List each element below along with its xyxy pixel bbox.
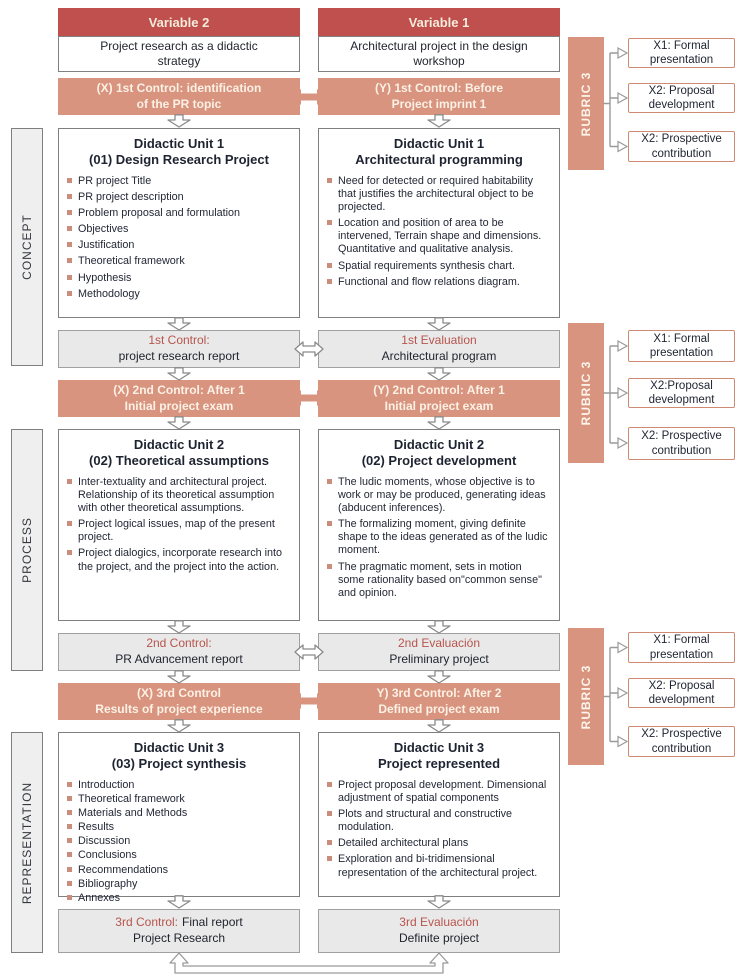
double-arrow-icon <box>294 339 324 359</box>
phase-process <box>11 429 43 671</box>
down-arrow-icon <box>167 317 191 331</box>
list-item: Conclusions <box>67 849 291 862</box>
list-item: Problem proposal and formulation <box>67 207 291 220</box>
list-item: The formalizing moment, giving definite shape to the ideas generated as of the ludic moment. <box>327 518 551 558</box>
list-item: Plots and structural and constructive modulation. <box>327 808 551 834</box>
list-item: The pragmatic moment, sets in motion some rationality based on"common sense" and opinion. <box>327 561 551 601</box>
variable-2-title: Variable 2 <box>148 14 210 30</box>
rubric-3-box <box>568 37 604 170</box>
rubric-item-x1-formal: X1: Formal presentation <box>628 38 735 68</box>
list-item: Hypothesis <box>67 272 291 285</box>
checkpoint-3rd-control: 3rd Control: Final report Project Research <box>58 909 300 953</box>
checkpoint-1st-control: 1st Control: project research report <box>58 330 300 368</box>
checkpoint-3rd-evaluacion: 3rd Evaluación Definite project <box>318 909 560 953</box>
bullet-icon <box>67 258 72 263</box>
rubric-3-box <box>568 323 604 463</box>
bullet-icon <box>67 550 72 555</box>
list-item: Detailed architectural plans <box>327 837 551 850</box>
list-item: Discussion <box>67 835 291 848</box>
bullet-icon <box>327 564 332 569</box>
bullet-icon <box>67 275 72 280</box>
list-item: The ludic moments, whose objective is to work or may be produced, generating ideas (abducent inferences). <box>327 476 551 516</box>
list-item: Theoretical framework <box>67 793 291 806</box>
double-arrow-icon <box>294 642 324 662</box>
variable-1-description: Architectural project in the design workshop <box>318 36 560 72</box>
bullet-icon <box>327 521 332 526</box>
down-arrow-icon <box>167 114 191 128</box>
didactic-unit-1-left <box>58 128 300 318</box>
down-arrow-icon <box>427 367 451 381</box>
list-item: Need for detected or required habitability that justifies the architectural object to be projected. <box>327 175 551 215</box>
didactic-unit-1-right <box>318 128 560 318</box>
bullet-icon <box>67 810 72 815</box>
bullet-icon <box>67 867 72 872</box>
checkpoint-1st-evaluation: 1st Evaluation Architectural program <box>318 330 560 368</box>
control-bar-x-2nd: (X) 2nd Control: After 1 Initial project exam <box>58 380 300 417</box>
down-arrow-icon <box>167 367 191 381</box>
double-arrow-icon <box>291 388 327 408</box>
list-item: Bibliography <box>67 878 291 891</box>
list-item: Project logical issues, map of the present project. <box>67 518 291 544</box>
didactic-unit-2-right-title: Didactic Unit 2 (02) Project development <box>361 437 517 469</box>
rubric-3-label: RUBRIC 3 <box>579 664 593 729</box>
rubric-item-x2-proposal: X2: Proposal development <box>628 678 735 708</box>
bullet-icon <box>327 856 332 861</box>
rubric-item-x2-proposal: X2:Proposal development <box>628 378 735 408</box>
rubric-item-x2-proposal: X2: Proposal development <box>628 83 735 113</box>
list-item: Introduction <box>67 779 291 792</box>
down-arrow-icon <box>427 114 451 128</box>
bullet-icon <box>67 178 72 183</box>
down-arrow-icon <box>167 670 191 684</box>
down-arrow-icon <box>427 670 451 684</box>
didactic-unit-2-left-title: Didactic Unit 2 (02) Theoretical assumptions <box>89 437 269 469</box>
branch-arrow-icon <box>603 330 629 462</box>
list-item: PR project description <box>67 191 291 204</box>
bullet-icon <box>67 291 72 296</box>
checkpoint-2nd-evaluacion: 2nd Evaluación Preliminary project <box>318 633 560 671</box>
didactic-unit-3-left <box>58 732 300 904</box>
didactic-unit-2-right <box>318 429 560 621</box>
list-item: Spatial requirements synthesis chart. <box>327 260 551 273</box>
bullet-icon <box>67 881 72 886</box>
list-item: Recommendations <box>67 864 291 877</box>
list-item: Exploration and bi-tridimensional representation of the architectural project. <box>327 853 551 879</box>
down-arrow-icon <box>427 895 451 909</box>
rubric-item-x1-formal: X1: Formal presentation <box>628 632 735 663</box>
bullet-icon <box>327 178 332 183</box>
bullet-icon <box>67 226 72 231</box>
down-arrow-icon <box>427 719 451 733</box>
rubric-item-x2-prospective: X2: Prospective contribution <box>628 726 735 757</box>
list-item: Materials and Methods <box>67 807 291 820</box>
rubric-3-box <box>568 628 604 765</box>
rubric-3-label: RUBRIC 3 <box>579 360 593 426</box>
phase-concept <box>11 128 43 366</box>
phase-representation-label: REPRESENTATION <box>20 781 34 904</box>
control-bar-y-1st: (Y) 1st Control: Before Project imprint 1 <box>318 78 560 115</box>
bullet-icon <box>327 782 332 787</box>
bullet-icon <box>327 840 332 845</box>
list-item: Theoretical framework <box>67 255 291 268</box>
list-item: Methodology <box>67 288 291 301</box>
control-bar-y-2nd: (Y) 2nd Control: After 1 Initial project exam <box>318 380 560 417</box>
bullet-icon <box>67 838 72 843</box>
bullet-icon <box>67 852 72 857</box>
branch-arrow-icon <box>603 632 629 760</box>
phase-representation <box>11 732 43 953</box>
branch-arrow-icon <box>603 36 629 172</box>
rubric-item-x2-prospective: X2: Prospective contribution <box>628 131 735 162</box>
didactic-unit-1-right-title: Didactic Unit 1 Architectural programming <box>355 136 523 168</box>
down-arrow-icon <box>167 719 191 733</box>
bullet-icon <box>67 824 72 829</box>
control-bar-x-1st: (X) 1st Control: identification of the PR topic <box>58 78 300 115</box>
list-item: Objectives <box>67 223 291 236</box>
down-arrow-icon <box>167 416 191 430</box>
bullet-icon <box>67 521 72 526</box>
didactic-unit-3-right-title: Didactic Unit 3 Project represented <box>377 740 501 772</box>
bullet-icon <box>67 210 72 215</box>
list-item: Results <box>67 821 291 834</box>
double-arrow-icon <box>291 87 327 107</box>
loop-arrow-icon <box>165 951 457 977</box>
list-item: Project proposal development. Dimensional adjustment of spatial components <box>327 779 551 805</box>
didactic-unit-2-left <box>58 429 300 621</box>
bullet-icon <box>67 479 72 484</box>
didactic-unit-3-right <box>318 732 560 897</box>
list-item: PR project Title <box>67 175 291 188</box>
bullet-icon <box>67 194 72 199</box>
bullet-icon <box>327 811 332 816</box>
bullet-icon <box>67 895 72 900</box>
rubric-item-x2-prospective: X2: Prospective contribution <box>628 427 735 460</box>
down-arrow-icon <box>427 317 451 331</box>
bullet-icon <box>67 796 72 801</box>
rubric-item-x1-formal: X1: Formal presentation <box>628 330 735 362</box>
list-item: Inter-textuality and architectural project. Relationship of its theoretical assumption with other theoretical assumptions. <box>67 476 291 516</box>
checkpoint-2nd-control: 2nd Control: PR Advancement report <box>58 633 300 671</box>
down-arrow-icon <box>167 620 191 634</box>
list-item: Project dialogics, incorporate research into the project, and the project into the action. <box>67 547 291 573</box>
list-item: Annexes <box>67 892 291 905</box>
control-bar-y-3rd: Y) 3rd Control: After 2 Defined project exam <box>318 683 560 720</box>
variable-2-description: Project research as a didactic strategy <box>58 36 300 72</box>
down-arrow-icon <box>427 416 451 430</box>
bullet-icon <box>67 242 72 247</box>
double-arrow-icon <box>291 691 327 711</box>
rubric-3-label: RUBRIC 3 <box>579 71 593 136</box>
bullet-icon <box>67 782 72 787</box>
phase-concept-label: CONCEPT <box>20 214 34 280</box>
down-arrow-icon <box>427 620 451 634</box>
list-item: Justification <box>67 239 291 252</box>
bullet-icon <box>327 220 332 225</box>
control-bar-x-3rd: (X) 3rd Control Results of project experience <box>58 683 300 720</box>
list-item: Functional and flow relations diagram. <box>327 276 551 289</box>
down-arrow-icon <box>167 895 191 909</box>
didactic-unit-3-left-title: Didactic Unit 3 (03) Project synthesis <box>111 740 247 772</box>
didactic-unit-1-left-title: Didactic Unit 1 (01) Design Research Project <box>89 136 269 168</box>
bullet-icon <box>327 279 332 284</box>
variable-1-title: Variable 1 <box>408 14 470 30</box>
variable-2-header <box>58 8 300 36</box>
list-item: Location and position of area to be intervened, Terrain shape and dimensions. Quantitative and qualitative analysis. <box>327 217 551 257</box>
bullet-icon <box>327 479 332 484</box>
bullet-icon <box>327 263 332 268</box>
variable-1-header <box>318 8 560 36</box>
phase-process-label: PROCESS <box>20 517 34 583</box>
